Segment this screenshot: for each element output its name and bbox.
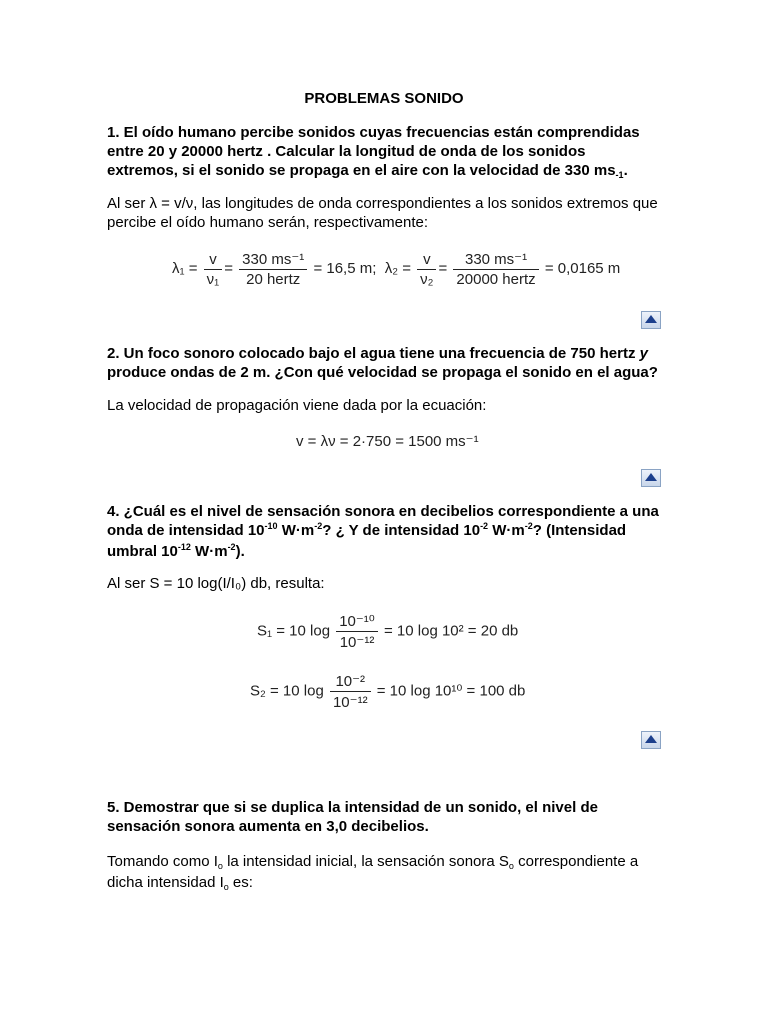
problem-4-equation-2: S₂ = 10 log $\frac{\text{10⁻²}}{\text{10⁻¹²}}$ = 10 log 10¹⁰ = 100 db <box>250 673 526 711</box>
problem-2-answer: La velocidad de propagación viene dada por la ecuación: <box>107 397 487 414</box>
page-title: PROBLEMAS SONIDO <box>304 90 464 107</box>
back-to-top-button-2[interactable] <box>641 469 661 487</box>
up-arrow-icon <box>645 315 657 324</box>
problem-4-equation-1: S₁ = 10 log $\frac{\text{10⁻¹⁰}}{\text{10⁻¹²}}$ = 10 log 10² = 20 db <box>257 613 519 651</box>
up-arrow-icon <box>645 735 657 744</box>
problem-1-answer: Al ser λ = v/ν, las longitudes de onda correspondientes a los sonidos extremos que percibe el oído humano serán, respectivamente: <box>107 195 658 231</box>
problem-2-equation: v = λν = 2·750 = 1500 ms⁻¹ <box>296 433 479 450</box>
problem-4-question: 4. ¿Cuál es el nivel de sensación sonora en decibelios correspondiente a una onda de intensidad $10^{-10}$ $W\cdot m^{-2}$? ¿ Y de intensidad $10^{-2}$ $W\cdot m^{-2}$? (Intensidad umbral $10^{-12}$ $W\cdot m^{-2}$). <box>107 503 659 560</box>
up-arrow-icon <box>645 473 657 482</box>
problem-4-answer: Al ser S = 10 log(I/I₀) db, resulta: <box>107 575 325 592</box>
back-to-top-button-1[interactable] <box>641 311 661 329</box>
problem-5-answer: Tomando como $I_o$ la intensidad inicial, la sensación sonora $S_o$ correspondiente a dicha intensidad $I_o$ es: <box>107 853 639 892</box>
problem-1-equation: λ₁ = $\frac{v}{\text{ν₁}}$ = $\frac{\text{330 ms⁻¹}}{\text{20 hertz}}$ = 16,5 m; λ₂ = $\frac{v}{\text{ν₂}}$ = $\frac{\text{330 ms⁻¹}}{\text{20000 hertz}}$ = 0,0165 m <box>172 250 621 288</box>
back-to-top-button-3[interactable] <box>641 731 661 749</box>
problem-2-question: 2. Un foco sonoro colocado bajo el agua tiene una frecuencia de 750 hertz y produce ondas de 2 m. ¿Con qué velocidad se propaga el sonido en el agua? <box>107 345 658 381</box>
problem-1-question: 1. El oído humano percibe sonidos cuyas frecuencias están comprendidas entre 20 y 20000 hertz . Calcular la longitud de onda de los sonidos extremos, si el sonido se propaga en el aire con la velocidad de 330 $ms_{-1}$. <box>107 124 640 180</box>
problem-5-question: 5. Demostrar que si se duplica la intensidad de un sonido, el nivel de sensación sonora aumenta en 3,0 decibelios. <box>107 799 598 835</box>
